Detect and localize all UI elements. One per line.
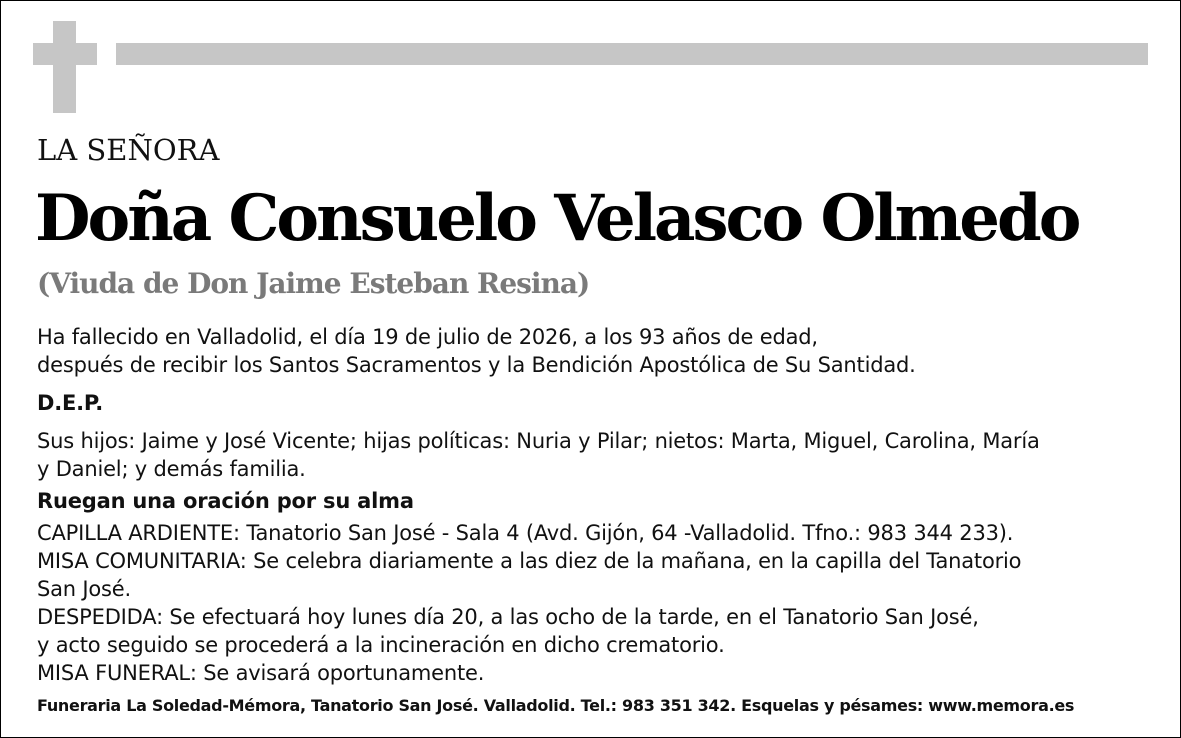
salutation: LA SEÑORA bbox=[37, 133, 220, 167]
farewell-info-line-1: DESPEDIDA: Se efectuará hoy lunes día 20, a las ocho de la tarde, en el Tanatorio San José, bbox=[37, 605, 979, 629]
chapel-info: CAPILLA ARDIENTE: Tanatorio San José - Sala 4 (Avd. Gijón, 64 -Valladolid. Tfno.: 983 344 233). bbox=[37, 521, 1014, 545]
mass-info-line-1: MISA COMUNITARIA: Se celebra diariamente a las diez de la mañana, en la capilla del Tanatorio bbox=[37, 549, 1022, 573]
deceased-name: Doña Consuelo Velasco Olmedo bbox=[35, 181, 1079, 256]
family-line-1: Sus hijos: Jaime y José Vicente; hijas políticas: Nuria y Pilar; nietos: Marta, Miguel, Carolina, María bbox=[37, 429, 1040, 453]
announcement-line-1: Ha fallecido en Valladolid, el día 19 de julio de 2026, a los 93 años de edad, bbox=[37, 325, 818, 349]
announcement-line-2: después de recibir los Santos Sacramentos y la Bendición Apostólica de Su Santidad. bbox=[37, 353, 916, 377]
cross-horizontal-bar bbox=[33, 43, 97, 65]
mass-info-line-2: San José. bbox=[37, 577, 131, 601]
family-line-2: y Daniel; y demás familia. bbox=[37, 457, 306, 481]
notice-body bbox=[37, 323, 1157, 687]
farewell-info-line-2: y acto seguido se procederá a la incineración en dicho crematorio. bbox=[37, 633, 725, 657]
funeral-home-footer: Funeraria La Soledad-Mémora, Tanatorio San José. Valladolid. Tel.: 983 351 342. Esquelas y pésames: www.memora.es bbox=[37, 696, 1075, 715]
dep-label: D.E.P. bbox=[37, 391, 104, 415]
prayer-request: Ruegan una oración por su alma bbox=[37, 489, 414, 513]
funeral-info: MISA FUNERAL: Se avisará oportunamente. bbox=[37, 661, 485, 685]
widow-of: (Viuda de Don Jaime Esteban Resina) bbox=[37, 267, 590, 300]
header-divider-bar bbox=[116, 43, 1148, 65]
cross-vertical-bar bbox=[53, 21, 76, 113]
